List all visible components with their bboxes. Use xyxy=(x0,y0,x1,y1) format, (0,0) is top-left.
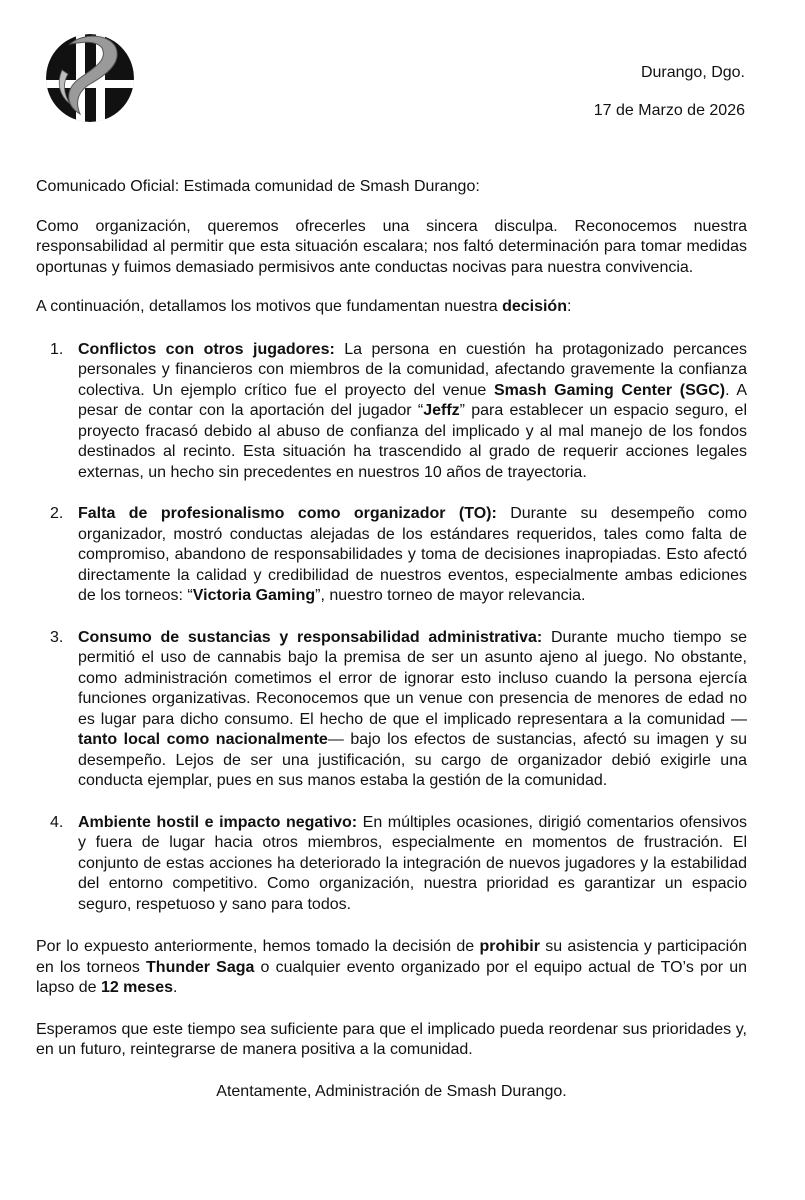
intro-paragraph: Como organización, queremos ofrecerles una sincera disculpa. Reconocemos nuestra responsabilidad al permitir que esta situación escalara; nos faltó determinación para tomar medidas oportunas y fuimos demasiado permisivos ante conductas nocivas para nuestra convivencia. xyxy=(36,217,747,276)
reason-text: Durante mucho tiempo se permitió el uso de cannabis bajo la premisa de ser un asunto ajeno al juego. No obstante, como administración cometimos el error de ignorar esto incluso cuando la persona ejercía funciones organizativas. Reconocemos que un venue con presencia de menores de edad no es lugar para dicho consumo. El hecho de que el implicado representara a la comunidad — xyxy=(78,628,747,728)
reason-item-4 xyxy=(36,813,747,916)
hope-paragraph: Esperamos que este tiempo sea suficiente para que el implicado pueda reordenar sus prioridades y, en un futuro, reintegrarse de manera positiva a la comunidad. xyxy=(36,1020,747,1058)
conclusion-paragraph xyxy=(36,937,747,999)
smash-durango-logo-icon xyxy=(40,30,140,122)
conclusion-bold: Thunder Saga xyxy=(146,958,255,976)
reason-number: 2. xyxy=(50,505,64,522)
reason-number: 1. xyxy=(50,340,64,358)
lead-bold: decisión xyxy=(502,298,567,315)
closing-signature: Atentamente, Administración de Smash Durango. xyxy=(216,1082,567,1100)
reason-bold: Jeffz xyxy=(423,402,460,419)
reasons-list xyxy=(36,340,747,916)
reason-text: ” para establecer un espacio seguro, el proyecto fracasó debido al abuso de confianza del implicado y al mal manejo de los fondos destinados al recinto. Esta situación ha trascendido al grado de requerir acciones legales externas, un hecho sin precedentes en nuestros 10 años de trayectoria. xyxy=(78,402,748,481)
conclusion-text: o cualquier evento organizado por el equipo actual de TO’s por un lapso de xyxy=(36,958,748,996)
conclusion-text: Por lo expuesto anteriormente, hemos tomado la decisión de xyxy=(36,938,480,955)
letter-place: Durango, Dgo. xyxy=(640,64,745,81)
reason-item-3 xyxy=(36,628,747,792)
reason-text: . A pesar de contar con la aportación del jugador “ xyxy=(78,381,748,419)
reason-title: Conflictos con otros jugadores: xyxy=(78,340,335,358)
lead-text: A continuación, detallamos los motivos que fundamentan nuestra xyxy=(36,298,503,315)
lead-end: : xyxy=(566,298,572,315)
conclusion-text: . xyxy=(173,979,178,996)
reason-bold: Smash Gaming Center (SGC) xyxy=(494,381,726,399)
reason-bold: tanto local como nacionalmente xyxy=(78,731,328,748)
reason-item-1 xyxy=(36,340,747,484)
reason-number: 4. xyxy=(50,813,64,831)
reason-title: Ambiente hostil e impacto negativo: xyxy=(78,813,358,831)
salutation: Comunicado Oficial: Estimada comunidad de Smash Durango: xyxy=(36,178,480,195)
letter-body xyxy=(36,177,747,1102)
reason-text: En múltiples ocasiones, dirigió comentarios ofensivos y fuera de lugar hacia otros miembros, especialmente en momentos de frustración. El conjunto de estas acciones ha deteriorado la integración de nuevos jugadores y la estabilidad del entorno competitivo. Como organización, nuestra prioridad es garantizar un espacio seguro, respetuoso y sano para todos. xyxy=(78,813,748,913)
reason-text: Durante su desempeño como organizador, mostró conductas alejadas de los estándares requeridos, tales como falta de compromiso, abandono de responsabilidades y toma de decisiones inapropiadas. Esto afectó directamente la calidad y credibilidad de nuestros eventos, especialmente ambas ediciones de los torneos: “ xyxy=(78,505,748,604)
letter-date: 17 de Marzo de 2026 xyxy=(593,102,745,119)
reason-text: ”, nuestro torneo de mayor relevancia. xyxy=(315,587,586,604)
reason-item-2 xyxy=(36,504,747,607)
reason-number: 3. xyxy=(50,628,64,646)
conclusion-text: su asistencia y participación en los torneos xyxy=(36,938,748,976)
reason-bold: Victoria Gaming xyxy=(192,587,316,604)
reason-title: Falta de profesionalismo como organizador (TO): xyxy=(78,505,497,522)
conclusion-bold: 12 meses xyxy=(100,979,173,996)
reason-text: La persona en cuestión ha protagonizado percances personales y financieros con miembros de la comunidad, afectando gravemente la confianza colectiva. Un ejemplo crítico fue el proyecto del venue xyxy=(78,340,748,399)
reason-text: — bajo los efectos de sustancias, afectó su imagen y su desempeño. Lejos de ser una justificación, su cargo de organizador debió exigirle una conducta ejemplar, pues en sus manos estaba la gestión de la comunidad. xyxy=(78,731,747,789)
conclusion-bold: prohibir xyxy=(479,938,540,955)
reason-title: Consumo de sustancias y responsabilidad administrativa: xyxy=(78,628,543,646)
reasons-lead xyxy=(36,297,747,318)
